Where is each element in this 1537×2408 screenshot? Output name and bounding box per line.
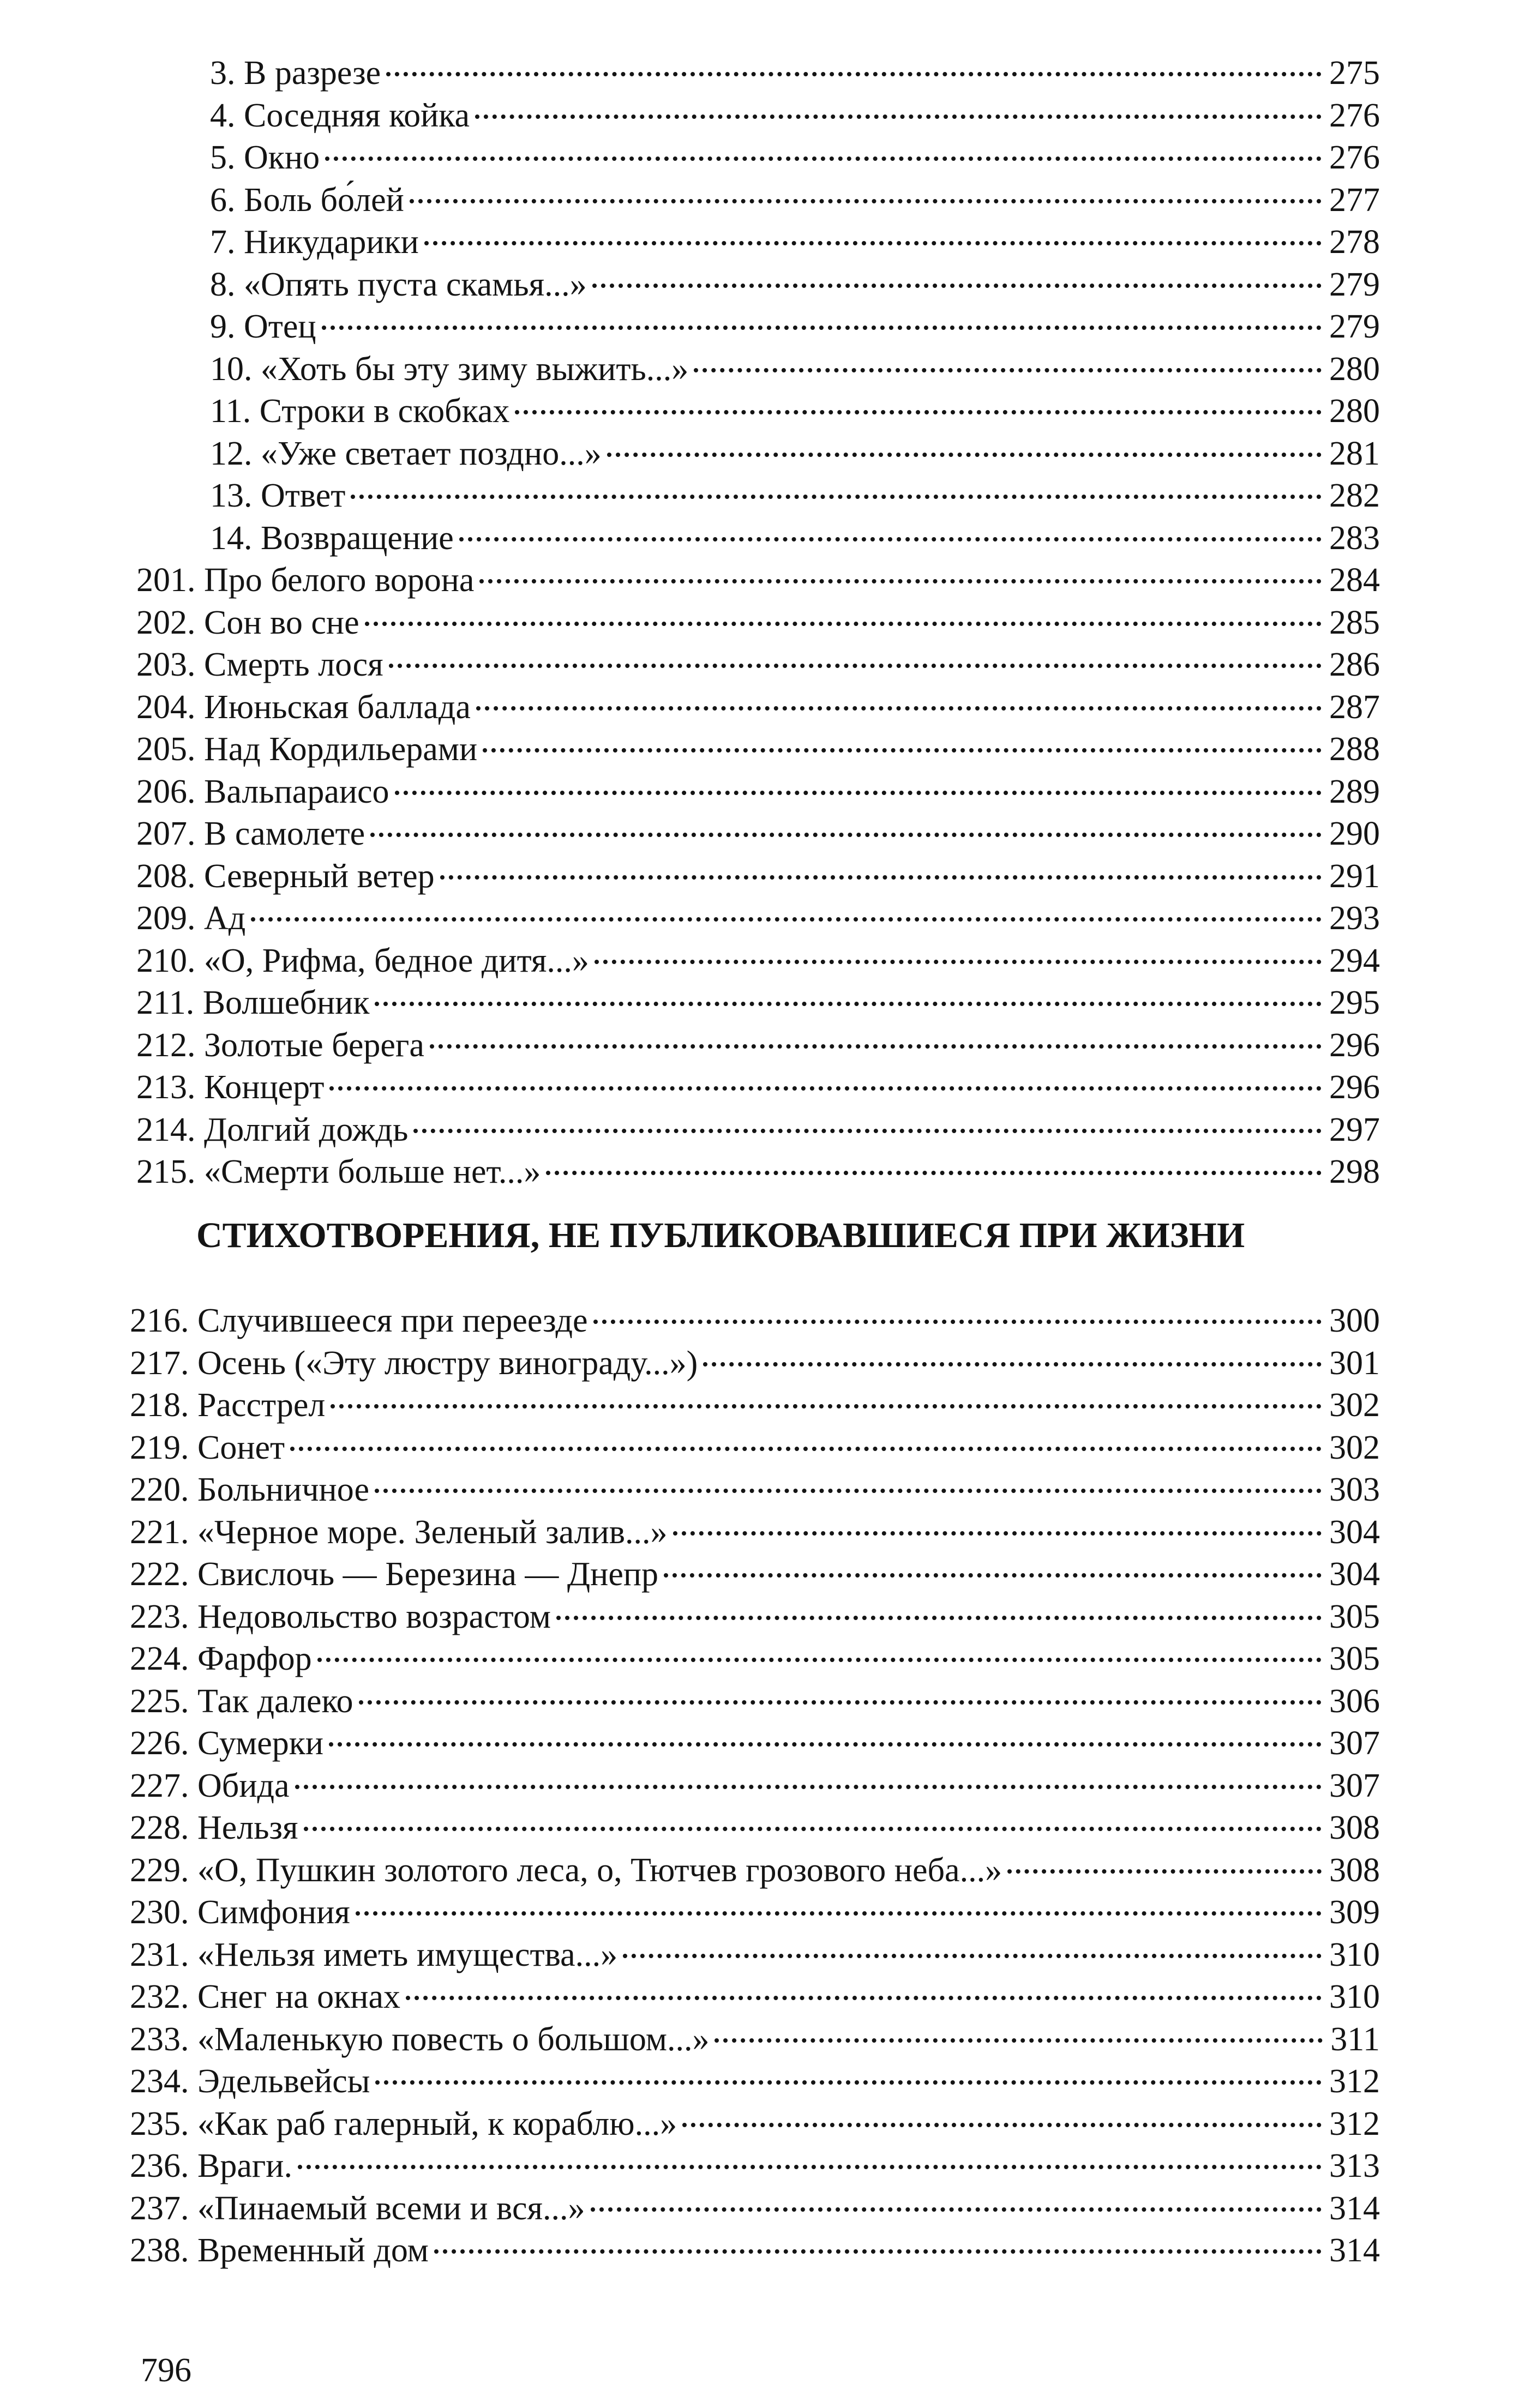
- entry-title: Соседняя койка: [244, 97, 470, 134]
- toc-entry: [130, 1469, 1380, 1510]
- entry-title: Враги.: [197, 2147, 292, 2184]
- section-heading: СТИХОТВОРЕНИЯ, НЕ ПУБЛИКОВАВШИЕСЯ ПРИ ЖИЗНИ: [196, 1215, 1245, 1255]
- entry-number: 202.: [136, 604, 196, 641]
- dot-leader: [298, 2165, 1322, 2169]
- entry-page-number: 314: [1329, 2189, 1380, 2227]
- entry-title: Недовольство возрастом: [197, 1598, 551, 1635]
- toc-entry: [210, 348, 1380, 390]
- entry-title: Волшебник: [202, 984, 370, 1021]
- dot-leader: [483, 748, 1322, 752]
- dot-leader: [386, 72, 1322, 76]
- entry-title: Симфония: [197, 1894, 350, 1931]
- entry-page-number: 284: [1329, 562, 1380, 599]
- toc-entry: [130, 1934, 1380, 1976]
- entry-page-number: 312: [1329, 2105, 1380, 2142]
- entry-page-number: 312: [1329, 2063, 1380, 2100]
- toc-entry: [130, 2145, 1380, 2187]
- toc-entry: [136, 940, 1380, 982]
- dot-leader: [430, 1044, 1322, 1049]
- toc-entry: [130, 1765, 1380, 1807]
- entry-page-number: 276: [1329, 139, 1380, 176]
- entry-title: Боль бо́лей: [244, 181, 404, 219]
- entry-title: Ад: [204, 900, 246, 937]
- entry-title: Так далеко: [197, 1682, 353, 1720]
- dot-leader: [595, 960, 1322, 964]
- toc-entry: [136, 1067, 1380, 1108]
- entry-page-number: 285: [1329, 604, 1380, 641]
- entry-page-number: 314: [1329, 2232, 1380, 2269]
- dot-leader: [295, 1785, 1322, 1789]
- entry-page-number: 302: [1329, 1387, 1380, 1424]
- toc-entry: [136, 898, 1380, 939]
- toc-entry: [130, 2103, 1380, 2145]
- toc-entry: [136, 602, 1380, 643]
- dot-leader: [424, 241, 1322, 245]
- entry-number: 206.: [136, 773, 196, 810]
- dot-leader: [329, 1086, 1322, 1091]
- entry-page-number: 304: [1329, 1513, 1380, 1551]
- dot-leader: [593, 1320, 1322, 1324]
- entry-title: «Маленькую повесть о большом...»: [197, 2020, 710, 2058]
- dot-leader: [607, 453, 1322, 457]
- entry-page-number: 291: [1329, 857, 1380, 895]
- dot-leader: [375, 1002, 1322, 1006]
- entry-title: «Нельзя иметь имущества...»: [197, 1936, 618, 1973]
- entry-title: «Черное море. Зеленый залив...»: [197, 1513, 668, 1551]
- toc-entry: [210, 179, 1380, 221]
- entry-title: Возвращение: [261, 519, 454, 557]
- toc-entry: [136, 687, 1380, 728]
- toc-entry: [130, 1976, 1380, 2018]
- entry-page-number: 279: [1329, 266, 1380, 303]
- entry-number: 213.: [136, 1069, 196, 1106]
- entry-page-number: 308: [1329, 1809, 1380, 1846]
- dot-leader: [413, 1129, 1322, 1133]
- entry-title: Нельзя: [197, 1809, 298, 1846]
- entry-page-number: 309: [1329, 1894, 1380, 1931]
- entry-page-number: 293: [1329, 900, 1380, 937]
- entry-number: 215.: [136, 1153, 196, 1190]
- dot-leader: [356, 1911, 1322, 1916]
- toc-entry: [210, 306, 1380, 347]
- entry-number: 225.: [130, 1682, 189, 1720]
- toc-entry: [136, 1109, 1380, 1151]
- entry-page-number: 305: [1329, 1640, 1380, 1677]
- toc-entry: [210, 390, 1380, 432]
- entry-number: 216.: [130, 1302, 189, 1339]
- toc-entry: [130, 1512, 1380, 1553]
- entry-number: 210.: [136, 942, 196, 979]
- entry-title: Окно: [244, 139, 320, 176]
- entry-page-number: 301: [1329, 1344, 1380, 1382]
- entry-title: Обида: [197, 1767, 290, 1804]
- toc-entry: [136, 1151, 1380, 1193]
- entry-title: Сонет: [197, 1429, 285, 1466]
- entry-number: 214.: [136, 1111, 196, 1148]
- entry-number: 9.: [210, 308, 236, 345]
- entry-title: Июньская баллада: [204, 688, 471, 726]
- toc-entry: [210, 517, 1380, 559]
- entry-page-number: 308: [1329, 1851, 1380, 1889]
- dot-leader: [365, 622, 1322, 626]
- entry-title: Осень («Эту люстру винограду...»): [197, 1344, 698, 1382]
- dot-leader: [389, 664, 1322, 668]
- entry-number: 12.: [210, 435, 253, 472]
- entry-title: Над Кордильерами: [204, 731, 478, 768]
- dot-leader: [434, 2249, 1322, 2254]
- entry-number: 201.: [136, 562, 196, 599]
- entry-page-number: 296: [1329, 1026, 1380, 1064]
- entry-page-number: 305: [1329, 1598, 1380, 1635]
- toc-entry: [210, 475, 1380, 516]
- entry-number: 3.: [210, 55, 236, 92]
- toc-entry: [136, 982, 1380, 1024]
- entry-number: 14.: [210, 519, 253, 557]
- toc-entry: [136, 813, 1380, 854]
- entry-title: «Как раб галерный, к кораблю...»: [197, 2105, 677, 2142]
- entry-number: 233.: [130, 2020, 189, 2058]
- entry-number: 10.: [210, 350, 253, 388]
- toc-entry: [136, 729, 1380, 770]
- toc-entry: [130, 1300, 1380, 1341]
- entry-title: Золотые берега: [204, 1026, 424, 1064]
- dot-leader: [475, 115, 1322, 119]
- entry-number: 237.: [130, 2189, 189, 2227]
- entry-title: «Хоть бы эту зиму выжить...»: [261, 350, 689, 388]
- page-number: 796: [141, 2352, 191, 2389]
- entry-number: 219.: [130, 1429, 189, 1466]
- entry-number: 230.: [130, 1894, 189, 1931]
- toc-entry: [130, 1892, 1380, 1933]
- entry-page-number: 281: [1329, 435, 1380, 472]
- entry-number: 224.: [130, 1640, 189, 1677]
- entry-number: 212.: [136, 1026, 196, 1064]
- entry-title: Смерть лося: [204, 646, 383, 683]
- entry-number: 205.: [136, 731, 196, 768]
- entry-number: 218.: [130, 1387, 189, 1424]
- entry-number: 232.: [130, 1978, 189, 2015]
- entry-title: Сон во сне: [204, 604, 359, 641]
- entry-page-number: 303: [1329, 1471, 1380, 1508]
- dot-leader: [682, 2123, 1322, 2127]
- toc-entry: [130, 1596, 1380, 1638]
- dot-leader: [406, 1996, 1322, 2000]
- entry-title: Снег на окнах: [197, 1978, 400, 2015]
- entry-page-number: 302: [1329, 1429, 1380, 1466]
- dot-leader: [1007, 1869, 1322, 1874]
- dot-leader: [623, 1954, 1322, 1958]
- toc-entry: [136, 644, 1380, 685]
- toc-entry: [136, 1025, 1380, 1066]
- entry-page-number: 307: [1329, 1725, 1380, 1762]
- entry-page-number: 306: [1329, 1682, 1380, 1720]
- entry-number: 208.: [136, 857, 196, 895]
- entry-number: 220.: [130, 1471, 189, 1508]
- entry-page-number: 279: [1329, 308, 1380, 345]
- dot-leader: [370, 833, 1322, 837]
- entry-page-number: 295: [1329, 984, 1380, 1021]
- dot-leader: [673, 1531, 1322, 1536]
- entry-number: 7.: [210, 224, 236, 261]
- entry-title: Эдельвейсы: [197, 2063, 370, 2100]
- entry-number: 203.: [136, 646, 196, 683]
- dot-leader: [325, 156, 1322, 161]
- entry-number: 6.: [210, 181, 236, 219]
- toc-entry: [130, 2019, 1380, 2060]
- entry-number: 222.: [130, 1556, 189, 1593]
- entry-number: 234.: [130, 2063, 189, 2100]
- entry-title: Расстрел: [197, 1387, 326, 1424]
- toc-entry: [130, 2230, 1380, 2271]
- dot-leader: [359, 1700, 1322, 1705]
- dot-leader: [317, 1658, 1322, 1662]
- entry-page-number: 304: [1329, 1556, 1380, 1593]
- dot-leader: [703, 1362, 1322, 1366]
- entry-number: 217.: [130, 1344, 189, 1382]
- toc-entry: [130, 1638, 1380, 1679]
- entry-title: Концерт: [204, 1069, 325, 1106]
- entry-number: 231.: [130, 1936, 189, 1973]
- entry-page-number: 298: [1329, 1153, 1380, 1190]
- dot-leader: [476, 706, 1322, 711]
- entry-page-number: 275: [1329, 55, 1380, 92]
- entry-number: 235.: [130, 2105, 189, 2142]
- toc-entry: [130, 1427, 1380, 1468]
- dot-leader: [331, 1404, 1322, 1408]
- entry-number: 226.: [130, 1725, 189, 1762]
- entry-number: 13.: [210, 477, 253, 514]
- toc-entry: [130, 2188, 1380, 2229]
- entry-title: «О, Пушкин золотого леса, о, Тютчев грозового неба...»: [197, 1851, 1002, 1889]
- entry-number: 8.: [210, 266, 236, 303]
- entry-page-number: 280: [1329, 393, 1380, 430]
- entry-title: Временный дом: [197, 2232, 429, 2269]
- toc-entry: [210, 221, 1380, 263]
- entry-title: Вальпараисо: [204, 773, 389, 810]
- toc-entry: [130, 2061, 1380, 2102]
- entry-title: «Уже светает поздно...»: [261, 435, 602, 472]
- entry-title: Фарфор: [197, 1640, 312, 1677]
- entry-title: Ответ: [261, 477, 346, 514]
- entry-title: Больничное: [197, 1471, 369, 1508]
- entry-number: 207.: [136, 815, 196, 852]
- entry-number: 211.: [136, 984, 195, 1021]
- dot-leader: [440, 875, 1322, 880]
- entry-page-number: 280: [1329, 350, 1380, 388]
- entry-title: «Смерти больше нет...»: [204, 1153, 541, 1190]
- toc-entry: [136, 856, 1380, 897]
- dot-leader: [290, 1447, 1322, 1451]
- dot-leader: [322, 326, 1322, 330]
- dot-leader: [410, 199, 1322, 203]
- entry-page-number: 311: [1330, 2020, 1380, 2058]
- toc-entry: [210, 52, 1380, 94]
- entry-page-number: 296: [1329, 1069, 1380, 1106]
- dot-leader: [694, 368, 1322, 372]
- dot-leader: [556, 1616, 1322, 1620]
- entry-title: Случившееся при переезде: [197, 1302, 588, 1339]
- dot-leader: [515, 410, 1322, 414]
- entry-number: 5.: [210, 139, 236, 176]
- entry-page-number: 276: [1329, 97, 1380, 134]
- entry-title: Строки в скобках: [259, 393, 510, 430]
- entry-page-number: 300: [1329, 1302, 1380, 1339]
- entry-title: Отец: [244, 308, 316, 345]
- dot-leader: [591, 2207, 1322, 2212]
- dot-leader: [375, 2080, 1322, 2085]
- entry-number: 209.: [136, 900, 196, 937]
- entry-page-number: 288: [1329, 731, 1380, 768]
- dot-leader: [251, 917, 1322, 922]
- entry-title: В разрезе: [244, 55, 381, 92]
- entry-page-number: 277: [1329, 181, 1380, 219]
- entry-title: Северный ветер: [204, 857, 435, 895]
- entry-page-number: 294: [1329, 942, 1380, 979]
- entry-number: 238.: [130, 2232, 189, 2269]
- toc-entry: [210, 433, 1380, 474]
- dot-leader: [592, 284, 1322, 288]
- toc-entry: [130, 1807, 1380, 1849]
- dot-leader: [375, 1489, 1322, 1493]
- entry-page-number: 283: [1329, 519, 1380, 557]
- dot-leader: [479, 579, 1322, 583]
- dot-leader: [664, 1573, 1322, 1578]
- toc-entry: [130, 1554, 1380, 1595]
- entry-number: 236.: [130, 2147, 189, 2184]
- entry-title: Про белого ворона: [204, 562, 475, 599]
- dot-leader: [329, 1742, 1322, 1747]
- entry-page-number: 313: [1329, 2147, 1380, 2184]
- dot-leader: [304, 1827, 1322, 1831]
- entry-number: 223.: [130, 1598, 189, 1635]
- entry-number: 227.: [130, 1767, 189, 1804]
- entry-number: 4.: [210, 97, 236, 134]
- toc-entry: [210, 137, 1380, 178]
- toc-entry: [210, 95, 1380, 136]
- entry-title: Долгий дождь: [204, 1111, 409, 1148]
- toc-entry: [130, 1343, 1380, 1384]
- toc-entry: [130, 1681, 1380, 1722]
- toc-entry: [136, 559, 1380, 601]
- entry-page-number: 290: [1329, 815, 1380, 852]
- entry-number: 204.: [136, 688, 196, 726]
- entry-number: 229.: [130, 1851, 189, 1889]
- dot-leader: [459, 537, 1322, 541]
- entry-page-number: 286: [1329, 646, 1380, 683]
- dot-leader: [715, 2038, 1323, 2043]
- entry-title: «Опять пуста скамья...»: [244, 266, 587, 303]
- entry-page-number: 287: [1329, 688, 1380, 726]
- toc-entry: [210, 264, 1380, 305]
- toc-entry: [136, 771, 1380, 812]
- entry-number: 11.: [210, 393, 251, 430]
- entry-page-number: 297: [1329, 1111, 1380, 1148]
- toc-entry: [130, 1850, 1380, 1891]
- entry-page-number: 289: [1329, 773, 1380, 810]
- dot-leader: [351, 495, 1322, 499]
- entry-title: Сумерки: [197, 1725, 324, 1762]
- dot-leader: [546, 1171, 1322, 1175]
- toc-entry: [130, 1384, 1380, 1426]
- entry-title: «О, Рифма, бедное дитя...»: [204, 942, 589, 979]
- entry-number: 221.: [130, 1513, 189, 1551]
- entry-page-number: 310: [1329, 1936, 1380, 1973]
- entry-title: Свислочь — Березина — Днепр: [197, 1556, 659, 1593]
- entry-page-number: 310: [1329, 1978, 1380, 2015]
- entry-page-number: 282: [1329, 477, 1380, 514]
- toc-entry: [130, 1723, 1380, 1764]
- entry-page-number: 278: [1329, 224, 1380, 261]
- entry-title: «Пинаемый всеми и вся...»: [197, 2189, 585, 2227]
- dot-leader: [395, 791, 1322, 795]
- entry-title: Никударики: [244, 224, 419, 261]
- entry-number: 228.: [130, 1809, 189, 1846]
- entry-title: В самолете: [204, 815, 365, 852]
- entry-page-number: 307: [1329, 1767, 1380, 1804]
